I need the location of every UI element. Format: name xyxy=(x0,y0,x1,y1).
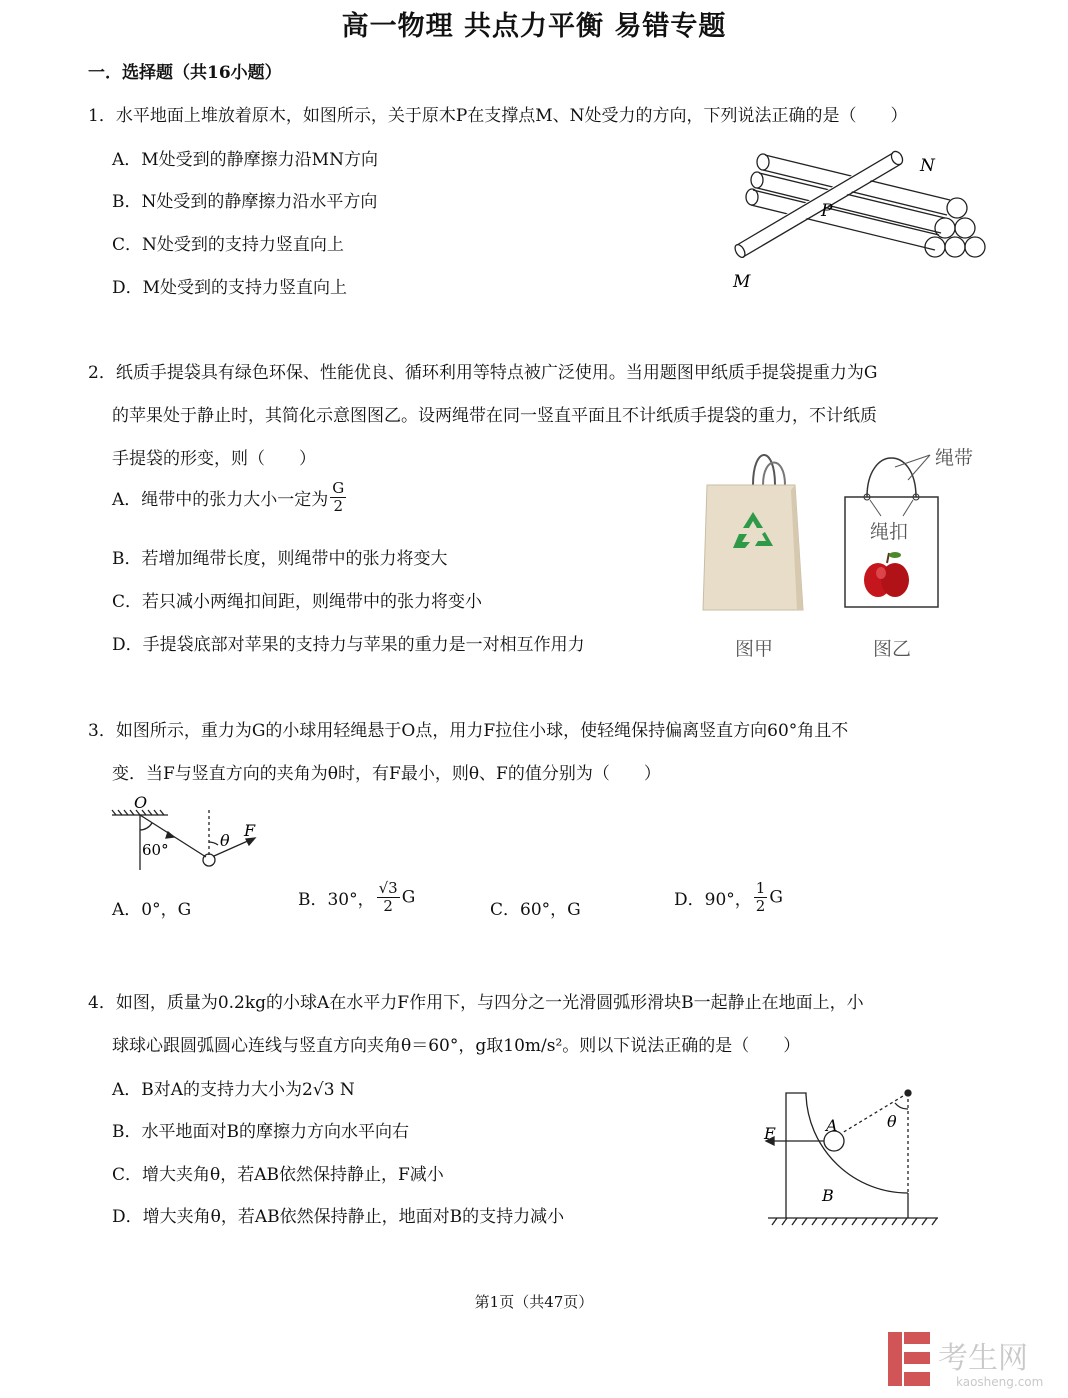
label-theta: θ xyxy=(220,831,230,850)
q3-option-b-text: B．30°， xyxy=(298,890,375,910)
q2-option-b: B．若增加绳带长度，则绳带中的张力将变大 xyxy=(112,549,448,569)
watermark-name: 考生网 xyxy=(938,1341,1028,1376)
fraction-numerator: √3 xyxy=(378,879,398,897)
q2-option-c: C．若只减小两绳扣间距，则绳带中的张力将变小 xyxy=(112,592,483,612)
section-heading: 一．选择题（共16小题） xyxy=(88,63,282,83)
q3-stem-line1: 3．如图所示，重力为G的小球用轻绳悬于O点，用力F拉住小球，使轻绳保持偏离竖直方向60°角且不 xyxy=(88,721,849,741)
q3-option-d-tail: G xyxy=(769,887,783,908)
q3-option-b xyxy=(298,880,415,915)
q4-stem-line2: 球球心跟圆弧圆心连线与竖直方向夹角θ＝60°，g取10m/s²。则以下说法正确的是（ ） xyxy=(112,1036,801,1056)
q3-option-b-tail: G xyxy=(401,887,416,908)
q2-stem-line1: 2．纸质手提袋具有绿色环保、性能优良、循环利用等特点被广泛使用。当用题图甲纸质手提袋提重力为G xyxy=(88,363,878,383)
q2-option-a xyxy=(112,480,348,515)
q1-option-a: A．M处受到的静摩擦力沿MN方向 xyxy=(112,150,378,170)
kaosheng-watermark xyxy=(884,1328,1060,1392)
q3-option-d xyxy=(674,880,783,915)
label-m: M xyxy=(733,272,751,292)
fraction-denominator: 2 xyxy=(333,497,344,515)
q1-option-c: C．N处受到的支持力竖直向上 xyxy=(112,235,344,255)
label-60deg: 60° xyxy=(142,841,169,859)
label-o: O xyxy=(134,793,148,812)
label-theta: θ xyxy=(887,1112,897,1131)
q1-option-b: B．N处受到的静摩擦力沿水平方向 xyxy=(112,192,378,212)
q4-option-c: C．增大夹角θ，若AB依然保持静止，F减小 xyxy=(112,1165,444,1185)
q2-stem-line2: 的苹果处于静止时，其简化示意图图乙。设两绳带在同一竖直平面且不计纸质手提袋的重力，不计纸质 xyxy=(112,406,877,426)
q2-option-a-text: A．绳带中的张力大小一定为 xyxy=(112,490,329,510)
q3-option-d-text: D．90°， xyxy=(674,890,752,910)
page-title: 高一物理 共点力平衡 易错专题 xyxy=(341,11,727,42)
label-buckle: 绳扣 xyxy=(870,521,909,543)
q4-stem-line1: 4．如图，质量为0.2kg的小球A在水平力F作用下，与四分之一光滑圆弧形滑块B一起静止在地面上，小 xyxy=(88,993,864,1013)
label-fig-b: 图乙 xyxy=(873,638,912,660)
watermark-domain: kaosheng.com xyxy=(956,1375,1044,1389)
label-f: F xyxy=(764,1124,776,1143)
q3-option-b-fraction xyxy=(377,880,400,915)
q3-stem-line2: 变．当F与竖直方向的夹角为θ时，有F最小，则θ、F的值分别为（ ） xyxy=(112,764,661,784)
q2-stem-line3: 手提袋的形变，则（ ） xyxy=(112,449,316,469)
q4-option-b: B．水平地面对B的摩擦力方向水平向右 xyxy=(112,1122,409,1142)
arc-block-figure xyxy=(760,1085,945,1230)
q2-option-a-fraction xyxy=(330,480,346,515)
label-n: N xyxy=(920,156,935,176)
q4-option-d: D．增大夹角θ，若AB依然保持静止，地面对B的支持力减小 xyxy=(112,1207,565,1227)
label-p: P xyxy=(821,201,833,221)
q3-option-d-fraction xyxy=(754,880,768,915)
page-number: 第1页（共47页） xyxy=(474,1293,594,1311)
q4-option-a: A．B对A的支持力大小为2√3 N xyxy=(112,1080,355,1100)
label-b: B xyxy=(822,1186,834,1205)
q1-stem: 1．水平地面上堆放着原木，如图所示，关于原木P在支撑点M、N处受力的方向，下列说法正确的是（ ） xyxy=(88,106,908,126)
q2-option-d: D．手提袋底部对苹果的支持力与苹果的重力是一对相互作用力 xyxy=(112,635,585,655)
label-f: F xyxy=(244,821,256,840)
fraction-denominator: 2 xyxy=(755,897,766,915)
label-rope: 绳带 xyxy=(935,447,974,469)
log-pile-figure xyxy=(725,145,995,295)
fraction-numerator: G xyxy=(332,479,345,497)
hanging-ball-figure xyxy=(110,790,270,880)
fraction-numerator: 1 xyxy=(755,879,766,897)
q3-option-c: C．60°，G xyxy=(490,900,581,920)
label-fig-a: 图甲 xyxy=(735,638,774,660)
label-a: A xyxy=(826,1116,838,1135)
kaosheng-logo-icon xyxy=(888,1332,930,1386)
q1-option-d: D．M处受到的支持力竖直向上 xyxy=(112,278,348,298)
handbag-figure xyxy=(695,440,995,670)
q3-option-a: A．0°，G xyxy=(112,900,192,920)
fraction-denominator: 2 xyxy=(383,897,393,915)
